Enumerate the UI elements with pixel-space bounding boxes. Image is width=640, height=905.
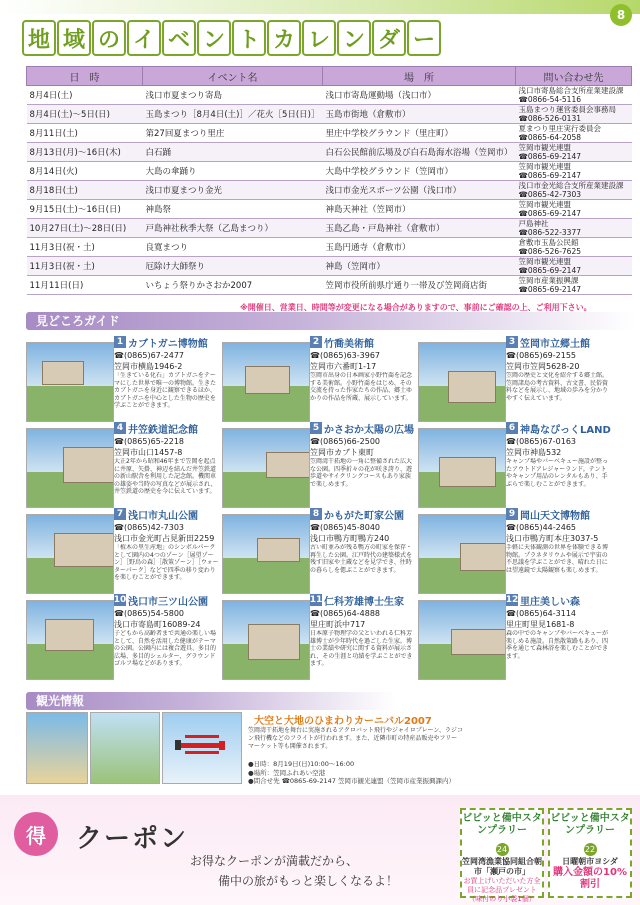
spot-tel: ☎(0865)63-3967	[310, 351, 380, 360]
spot-photo	[418, 428, 506, 508]
contact-org: 倉敷市玉島公民館	[518, 238, 579, 247]
event-name: 良寛まつり	[143, 238, 323, 257]
event-place: 玉島市街地（倉敷市）	[323, 105, 516, 124]
spot-photo	[26, 342, 114, 422]
event-name: 浅口市夏まつり寄島	[143, 86, 323, 105]
contact-phone: ☎086-526-0131	[518, 114, 581, 123]
ticket-sub: （味付のり小袋1個）	[468, 895, 536, 903]
event-contact	[516, 162, 632, 181]
header-place: 場 所	[323, 67, 516, 86]
spot-number: 12	[505, 595, 519, 605]
header-date: 日 時	[27, 67, 143, 86]
spot-address: 笠岡市六番町1-17	[310, 362, 377, 371]
header-contact: 問い合わせ先	[516, 67, 632, 86]
event-name: 大島の傘踊り	[143, 162, 323, 181]
title-char: イ	[127, 20, 161, 56]
biplane-icon	[163, 713, 241, 783]
spot-tel: ☎(0865)65-2218	[114, 437, 184, 446]
spot-description: 笠岡市出身の日本画家小野竹喬を記念する美術館。小野竹喬をはじめ、その交流を持った作家たちの作品、郷土ゆかりの作品を所蔵、展示しています。	[310, 372, 413, 402]
event-date: 8月4日(土)	[27, 86, 143, 105]
spot-photo	[418, 514, 506, 594]
spot-photo	[418, 342, 506, 422]
spot-number: 8	[310, 508, 322, 520]
spot-number: 3	[506, 336, 518, 348]
contact-phone: ☎086-526-7625	[518, 247, 581, 256]
spot-number: 7	[114, 508, 126, 520]
spot-number: 4	[114, 422, 126, 434]
spot-card	[26, 336, 222, 426]
event-contact	[516, 124, 632, 143]
event-contact	[516, 181, 632, 200]
spot-address: 笠岡市山口1457-8	[114, 448, 183, 457]
event-place: 里庄中学校グラウンド（里庄町）	[323, 124, 516, 143]
spot-photo	[26, 428, 114, 508]
spot-name: 岡山天文博物館	[520, 511, 590, 522]
event-contact	[516, 200, 632, 219]
page-title	[22, 20, 467, 60]
spot-card	[418, 336, 614, 426]
spot-card	[418, 594, 614, 684]
title-char: カ	[267, 20, 301, 56]
event-date: 11月11日(日)	[27, 276, 143, 295]
title-char: ベ	[162, 20, 196, 56]
table-row	[27, 200, 632, 219]
contact-phone: ☎0865-69-2147	[518, 171, 581, 180]
spot-number: 6	[506, 422, 518, 434]
ticket-title: ビビッと備中スタンプラリー	[462, 813, 542, 836]
event-contact: ●問合せ先 ☎0865-69-2147 笠岡市観光連盟（笠岡市産業振興課内）	[248, 777, 455, 785]
spot-description: 「植木の里生産地」のシンボルパークとして園内の4つのゾーン［展望ゾーン］［野鳥の森］［散策ゾーン］［ウォーターパーク］などで四季の移り変わりを楽しむことができます。	[114, 544, 219, 581]
spot-photo	[26, 514, 114, 594]
spot-name: かもがた町家公園	[324, 511, 404, 522]
spot-description: 子どもから高齢者まで共通の楽しい場として、自然を活用した健康がテーマの公園。公園内には複合遊具、多目的広場、多目的シェルター、グラウンドゴルフ場などがあります。	[114, 630, 217, 667]
title-char: 域	[57, 20, 91, 56]
spot-description: 笠岡の歴史と文化を紹介する郷土館。笠岡諸島の考古資料、古文書、民俗資料などを展示し、地域の歩みを分かりやすく伝えています。	[506, 372, 609, 402]
spot-tel: ☎(0865)64-3114	[506, 609, 576, 618]
spot-address: 浅口市金光町占見新田2259	[114, 534, 215, 543]
event-calendar-table	[26, 66, 632, 295]
table-row	[27, 162, 632, 181]
coupon-tagline-1: お得なクーポンが満載だから、	[190, 854, 359, 868]
coupon-badge: 得	[14, 812, 58, 856]
spot-tel: ☎(0865)67-0163	[506, 437, 576, 446]
coupon-ticket-22[interactable]	[548, 808, 632, 898]
table-row	[27, 124, 632, 143]
event-date: 8月18日(土)	[27, 181, 143, 200]
spot-description: 手軽に天体観測の世界を体験できる博物館。プラネタリウムや展示で宇宙の不思議を学ぶことができ、晴れた日には望遠鏡で太陽観察も楽しめます。	[506, 544, 609, 574]
table-row	[27, 181, 632, 200]
spot-name: 神島なぴっくLAND	[520, 425, 611, 436]
festival-photo	[26, 712, 88, 784]
ticket-number: 22	[584, 845, 596, 854]
event-date: ●日時：8月19日(日)10:00～16:00	[248, 760, 355, 768]
spot-tel: ☎(0865)69-2155	[506, 351, 576, 360]
table-row	[27, 143, 632, 162]
event-contact	[516, 257, 632, 276]
table-row	[27, 257, 632, 276]
section-header-tourism-info: 観光情報	[26, 692, 396, 710]
spot-card	[222, 508, 418, 598]
airplane-photo	[162, 712, 242, 784]
crowd-photo	[90, 712, 160, 784]
spot-card	[222, 336, 418, 426]
spot-photo	[222, 428, 310, 508]
spot-description: 古い町並みが残る鴨方の町家を保存・再生した公園。江戸時代の建築様式を残す旧家や土蔵などを見学でき、往時の暮らしを偲ぶことができます。	[310, 544, 413, 574]
event-place: ●場所：笠岡ふれあい空港	[248, 768, 326, 777]
spot-tel: ☎(0865)64-4888	[310, 609, 380, 618]
spot-tel: ☎(0865)66-2500	[310, 437, 380, 446]
spot-address: 笠岡市笠岡5628-20	[506, 362, 580, 371]
contact-org: 浅口市寄島総合支所産業建設課	[518, 86, 624, 95]
ticket-offer: お買上げいただいた方全員に記念品プレゼント	[463, 877, 541, 894]
title-char: ン	[197, 20, 231, 56]
event-contact	[516, 143, 632, 162]
contact-phone: ☎0865-69-2147	[518, 209, 581, 218]
coupon-heading: クーポン	[76, 824, 189, 854]
coupon-tagline-2: 備中の旅がもっと楽しくなるよ！	[218, 874, 399, 888]
spot-card	[418, 508, 614, 598]
event-name: 厄除け大師祭り	[143, 257, 323, 276]
spot-photo	[222, 342, 310, 422]
title-char: ダ	[372, 20, 406, 56]
contact-phone: ☎0865-42-7303	[518, 190, 581, 199]
event-date: 10月27日(土)～28日(日)	[27, 219, 143, 238]
page-number-badge: 8	[610, 4, 632, 26]
table-row	[27, 219, 632, 238]
event-name: 神島祭	[143, 200, 323, 219]
spot-card	[222, 422, 418, 512]
spot-address: 里庄町里見1681-8	[506, 620, 575, 629]
title-char: 地	[22, 20, 56, 56]
table-note: ※開催日、営業日、時間等が変更になる場合がありますので、事前にご確認の上、ご利用下さい。	[240, 303, 592, 312]
contact-org: 笠岡市観光連盟	[518, 257, 572, 266]
event-date: 8月13日(月)～16日(木)	[27, 143, 143, 162]
spot-card	[418, 422, 614, 512]
spot-description: キャンプ場やバーベキュー施設が整ったアウトドアレジャーランド。テントやキャンプ用品のレンタルもあり、手ぶらで楽しむことができます。	[506, 458, 609, 488]
spot-tel: ☎(0865)54-5800	[114, 609, 184, 618]
ticket-shop: 日曜朝市ヨシダ	[562, 857, 618, 866]
spot-address: 笠岡市神島532	[506, 448, 562, 457]
contact-phone: ☎0865-69-2147	[518, 285, 581, 294]
table-row	[27, 105, 632, 124]
spot-name: 浅口市丸山公園	[128, 511, 198, 522]
title-char: レ	[302, 20, 336, 56]
spot-card	[222, 594, 418, 684]
event-date: 9月15日(土)～16日(日)	[27, 200, 143, 219]
spot-photo	[222, 514, 310, 594]
spot-name: 井笠鉄道記念館	[128, 425, 198, 436]
event-name: 第27回夏まつり里庄	[143, 124, 323, 143]
spot-tel: ☎(0865)44-2465	[506, 523, 576, 532]
spot-description: 笠岡湾干拓地の一角に整備された広大な公園。四季折々の花が咲き誇り、遊歩道やサイクリングコースもあり家族で楽しめます。	[310, 458, 413, 488]
spot-name: 竹喬美術館	[324, 339, 374, 350]
spot-photo	[418, 600, 506, 680]
event-name: 白石踊	[143, 143, 323, 162]
event-contact	[516, 219, 632, 238]
contact-org: 浅口市金光総合支所産業建設課	[518, 181, 624, 190]
top-gradient-bar	[0, 0, 640, 14]
event-contact	[516, 276, 632, 295]
event-place: 大島中学校グラウンド（笠岡市）	[323, 162, 516, 181]
spot-number: 10	[113, 595, 127, 605]
spot-number: 5	[310, 422, 322, 434]
spot-name: カブトガニ博物館	[128, 339, 208, 350]
event-place: 神島（笠岡市）	[323, 257, 516, 276]
spot-photo	[222, 600, 310, 680]
event-place: 神島天神社（笠岡市）	[323, 200, 516, 219]
ticket-offer: 購入金額の10%割引	[553, 867, 627, 890]
spot-name: 里庄美しい森	[520, 597, 580, 608]
contact-phone: ☎0865-69-2147	[518, 152, 581, 161]
spot-address: 里庄町浜中717	[310, 620, 366, 629]
title-char: の	[92, 20, 126, 56]
contact-org: 玉島まつり運営委員会事務局	[518, 105, 617, 114]
event-info	[248, 760, 478, 786]
contact-phone: ☎0865-69-2147	[518, 266, 581, 275]
event-description: 笠岡湾干拓地を舞台に実施されるアクロバット飛行やジャイロプレーン、ラジコン飛行機などのフライトが行われます。また、近隣市町の特産品販売やフリーマーケット等も開催されます。	[248, 727, 463, 750]
spot-address: 笠岡市横島1946-2	[114, 362, 183, 371]
event-place: 浅口市金光スポーツ公園（浅口市）	[323, 181, 516, 200]
spot-number: 11	[309, 595, 323, 605]
event-place: 浅口市寄島運動場（浅口市）	[323, 86, 516, 105]
spot-tel: ☎(0865)67-2477	[114, 351, 184, 360]
ticket-number: 24	[496, 845, 508, 854]
event-name: 玉島まつり［8月4日(土)］／花火［5日(日)］	[143, 105, 323, 124]
table-row	[27, 86, 632, 105]
spot-name: 浅口市三ツ山公園	[128, 597, 208, 608]
event-name: いちょう祭りかさおか2007	[143, 276, 323, 295]
spot-name: かさおか太陽の広場	[324, 425, 414, 436]
spot-number: 2	[310, 336, 322, 348]
spot-description: 日本原子物理学の父といわれる仁科芳雄博士が少年時代を過ごした生家。博士の業績や研究に関する資料が展示され、その生涯と功績を学ぶことができます。	[310, 630, 413, 667]
contact-org: 夏まつり里庄実行委員会	[518, 124, 602, 133]
ticket-title: ビビッと備中スタンプラリー	[550, 813, 630, 836]
spot-address: 浅口市鴨方町鴨方240	[310, 534, 390, 543]
spot-card	[26, 422, 222, 512]
section-header-sightseeing-guide: 見どころガイド	[26, 312, 636, 330]
event-contact	[516, 86, 632, 105]
contact-phone: ☎086-522-3377	[518, 228, 581, 237]
event-place: 玉島円通寺（倉敷市）	[323, 238, 516, 257]
spot-tel: ☎(0865)42-7303	[114, 523, 184, 532]
contact-org: 笠岡市観光連盟	[518, 162, 572, 171]
contact-org: 笠岡市観光連盟	[518, 200, 572, 209]
spot-photo	[26, 600, 114, 680]
spot-name: 笠岡市立郷土館	[520, 339, 590, 350]
event-place: 笠岡市役所前県庁通り一帯及び笠岡商店街	[323, 276, 516, 295]
spot-name: 仁科芳雄博士生家	[324, 597, 404, 608]
contact-phone: ☎0865-64-2058	[518, 133, 581, 142]
spot-card	[26, 594, 222, 684]
header-event: イベント名	[143, 67, 323, 86]
spot-tel: ☎(0865)45-8040	[310, 523, 380, 532]
contact-org: 笠岡市産業振興課	[518, 276, 579, 285]
event-contact	[516, 238, 632, 257]
spot-description: 森の中でのキャンプやバーベキューが楽しめる施設。自然散策路もあり、四季を通じて森林浴を楽しむことができます。	[506, 630, 609, 660]
event-date: 11月3日(祝・土)	[27, 257, 143, 276]
event-date: 8月4日(土)～5日(日)	[27, 105, 143, 124]
spot-number: 9	[506, 508, 518, 520]
spot-address: 浅口市寄島町16089-24	[114, 620, 201, 629]
event-date: 8月14日(火)	[27, 162, 143, 181]
spot-description: 「生きている化石」カブトガニをテーマにした世界で唯一の博物館。生きたカブトガニを身近に観察できるほか、カブトガニを中心とした生物の歴史を学ぶことができます。	[114, 372, 217, 409]
contact-phone: ☎0866-54-5116	[518, 95, 581, 104]
spot-address: 浅口市鴨方町本庄3037-5	[506, 534, 599, 543]
table-row	[27, 238, 632, 257]
spot-description: 大正2年から昭和46年まで笠岡を起点に井原、矢掛、神辺を結んだ井笠鉄道の新山駅舎を利用した記念館。機関車の雄姿や当時の写真などが展示され、井笠鉄道の歴史を今に伝えています。	[114, 458, 217, 495]
title-char: ン	[337, 20, 371, 56]
event-name: 浅口市夏まつり金光	[143, 181, 323, 200]
ticket-shop: 笠岡湾漁業協同組合朝市「瀬戸の市」	[462, 857, 542, 876]
event-name: 戸島神社秋季大祭（乙島まつり）	[143, 219, 323, 238]
title-char: ー	[407, 20, 441, 56]
table-row	[27, 276, 632, 295]
spot-card	[26, 508, 222, 598]
spot-number: 1	[114, 336, 126, 348]
table-header-row	[27, 67, 632, 86]
event-date: 11月3日(祝・土)	[27, 238, 143, 257]
contact-org: 笠岡市観光連盟	[518, 143, 572, 152]
event-contact	[516, 105, 632, 124]
event-title: 大空と大地のひまわりカーニバル2007	[254, 716, 432, 727]
event-place: 白石公民館前広場及び白石島海水浴場（笠岡市）	[323, 143, 516, 162]
contact-org: 戸島神社	[518, 219, 549, 228]
coupon-ticket-24[interactable]	[460, 808, 544, 903]
title-char: ト	[232, 20, 266, 56]
event-place: 玉島乙島・戸島神社（倉敷市）	[323, 219, 516, 238]
event-date: 8月11日(土)	[27, 124, 143, 143]
spot-address: 笠岡市カブト東町	[310, 448, 374, 457]
